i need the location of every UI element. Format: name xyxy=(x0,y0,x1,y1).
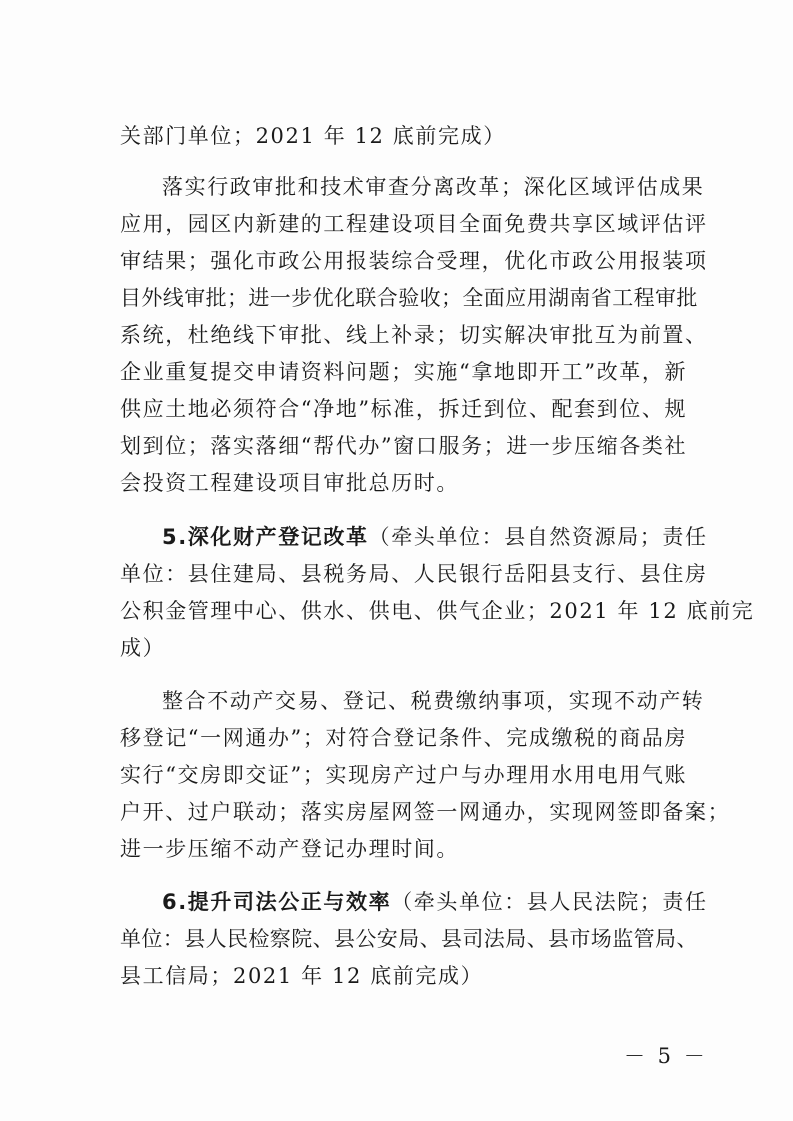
text-line: 移登记“一网通办”；对符合登记条件、完成缴税的商品房 xyxy=(120,726,688,750)
text-line: 进一步压缩不动产登记办理时间。 xyxy=(120,837,459,861)
section-6-line xyxy=(162,887,708,917)
text-line: 会投资工程建设项目审批总历时。 xyxy=(120,471,459,495)
text-line: 成） xyxy=(120,636,166,660)
text-line: 关部门单位；2021 年 12 底前完成） xyxy=(120,124,506,148)
section-6-heading: 6.提升司法公正与效率 xyxy=(162,890,392,914)
text-line: 县工信局；2021 年 12 底前完成） xyxy=(120,964,484,988)
section-5-heading: 5.深化财产登记改革 xyxy=(162,525,369,549)
page-number: － 5 － xyxy=(624,1044,708,1068)
text-line: 企业重复提交申请资料问题；实施“拿地即开工”改革，新 xyxy=(120,360,688,384)
paragraph-start: 落实行政审批和技术审查分离改革；深化区域评估成果 xyxy=(162,175,705,199)
text-line: 目外线审批；进一步优化联合验收；全面应用湖南省工程审批 xyxy=(120,286,698,310)
text-line: 实行“交房即交证”；实现房产过户与办理用水用电用气账 xyxy=(120,763,688,787)
text-line: 户开、过户联动；落实房屋网签一网通办，实现网签即备案； xyxy=(120,800,731,824)
text-line: 公积金管理中心、供水、供电、供气企业；2021 年 12 底前完 xyxy=(120,599,755,623)
text-line: 单位：县住建局、县税务局、人民银行岳阳县支行、县住房 xyxy=(120,562,708,586)
text-line: 划到位；落实落细“帮代办”窗口服务；进一步压缩各类社 xyxy=(120,434,688,458)
section-5-line xyxy=(162,522,708,552)
text-line: 审结果；强化市政公用报装综合受理，优化市政公用报装项 xyxy=(120,249,708,273)
text-line: 单位：县人民检察院、县公安局、县司法局、县市场监管局、 xyxy=(120,927,698,951)
text-line: 系统，杜绝线下审批、线上补录；切实解决审批互为前置、 xyxy=(120,323,708,347)
text-line: 供应土地必须符合“净地”标准，拆迁到位、配套到位、规 xyxy=(120,397,688,421)
paragraph-start: 整合不动产交易、登记、税费缴纳事项，实现不动产转 xyxy=(162,689,705,713)
text-line: 应用，园区内新建的工程建设项目全面免费共享区域评估评 xyxy=(120,212,708,236)
section-5-lead: （牵头单位：县自然资源局；责任 xyxy=(368,525,708,549)
section-6-lead: （牵头单位：县人民法院；责任 xyxy=(391,890,708,914)
